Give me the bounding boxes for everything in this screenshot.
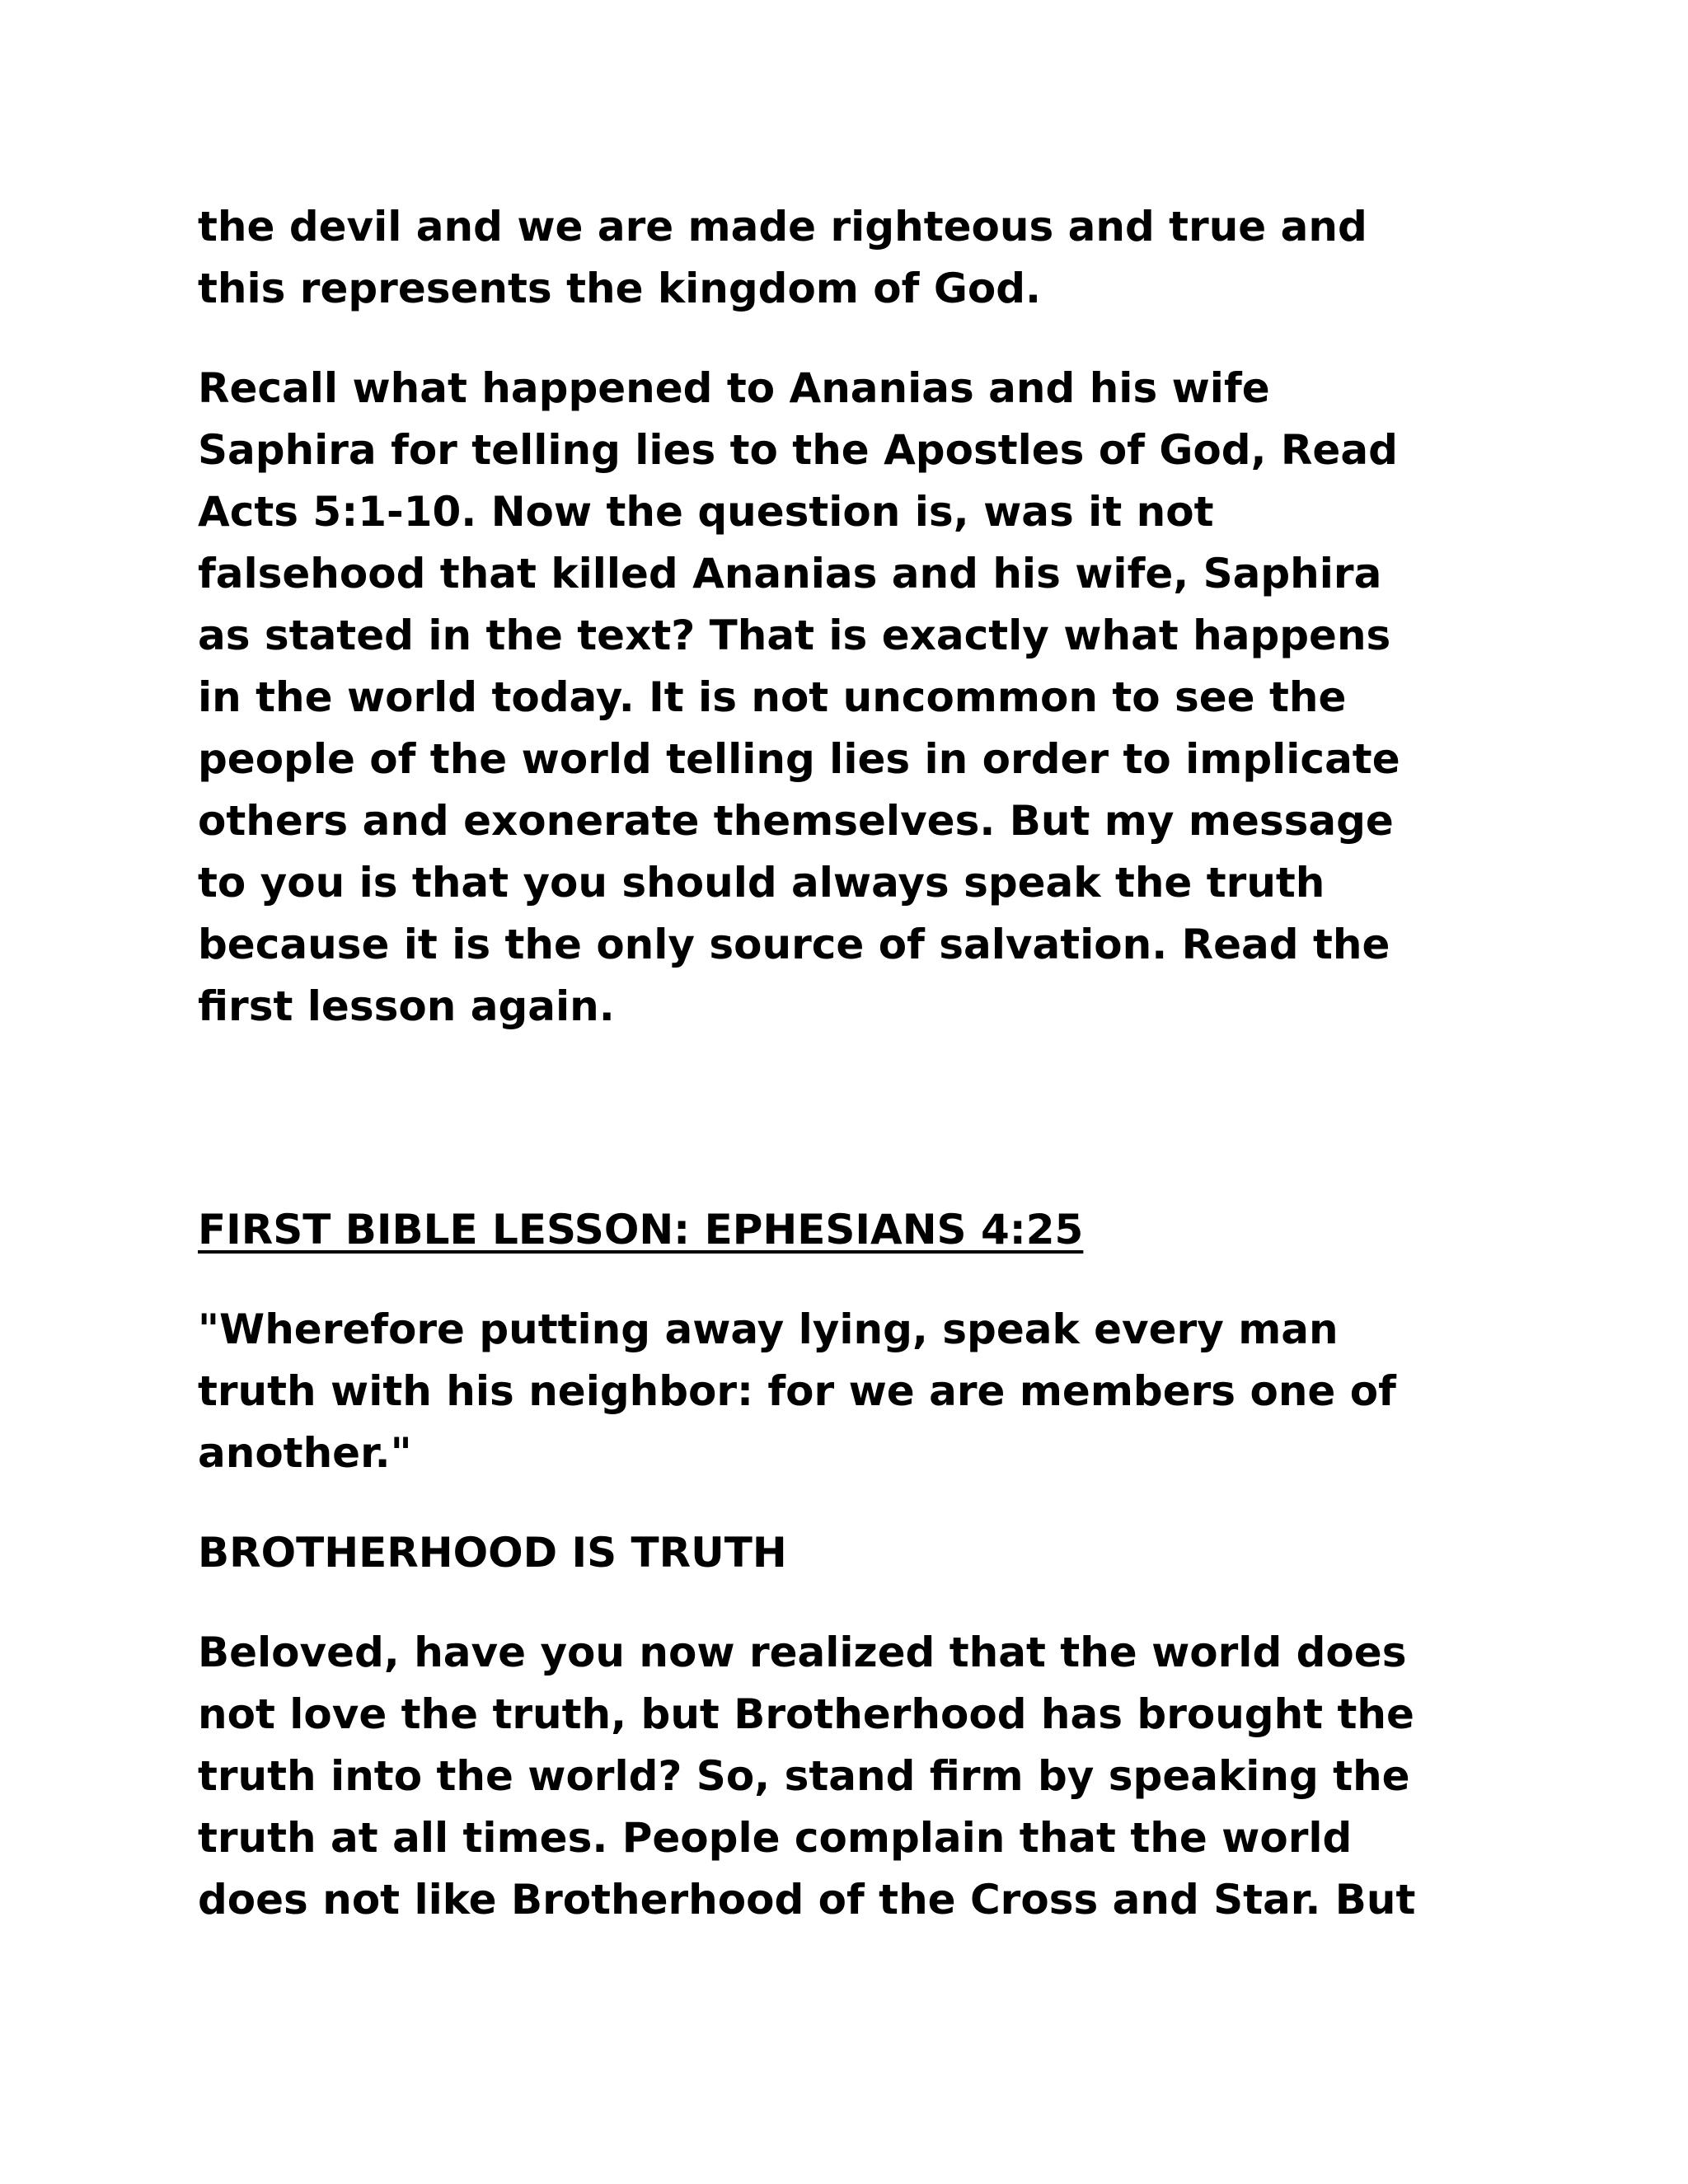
document-body (198, 196, 1500, 1931)
spacer (198, 320, 1500, 358)
section-heading: BROTHERHOOD IS TRUTH (198, 1529, 787, 1577)
spacer (198, 1484, 1500, 1522)
lesson-heading: FIRST BIBLE LESSON: EPHESIANS 4:25 (198, 1206, 1084, 1254)
spacer (198, 1584, 1500, 1622)
spacer (198, 1261, 1500, 1299)
paragraph-kingdom: the devil and we are made righteous and true and this represents the kingdom of God. (198, 203, 1367, 312)
paragraph-ananias: Recall what happened to Ananias and his wife Saphira for telling lies to the Apostles of God, Read Acts 5:1-10. Now the question is, was it not falsehood that killed Ananias and his wife, Saphira as stated in the text? That is exactly what happens in the world today. It is not uncommon to see the people of the world telling lies in order to implicate others and exonerate themselves. But my message to you is that you should always speak the truth because it is the only source of salvation. Read the first lesson again. (198, 364, 1400, 1030)
scripture-quote: "Wherefore putting away lying, speak every man truth with his neighbor: for we are members one of another." (198, 1305, 1396, 1477)
paragraph-brotherhood: Beloved, have you now realized that the world does not love the truth, but Brotherhood has brought the truth into the world? So, stand firm by speaking the truth at all times. People complain that the world does not like Brotherhood of the Cross and Star. But (198, 1629, 1416, 1924)
spacer (198, 1038, 1500, 1199)
